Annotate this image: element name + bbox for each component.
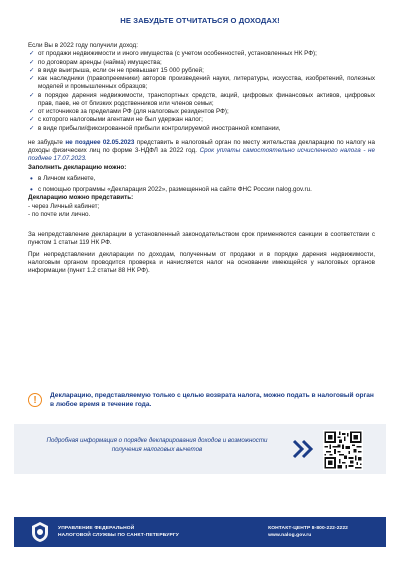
organization-name: УПРАВЛЕНИЕ ФЕДЕРАЛЬНОЙ НАЛОГОВОЙ СЛУЖБЫ ПО САНКТ-ПЕТЕРБУРГУ xyxy=(58,526,179,538)
fill-heading: Заполнить декларацию можно: xyxy=(28,163,127,171)
bullet-icon: • xyxy=(30,185,33,194)
contact-phone[interactable]: КОНТАКТ-ЦЕНТР 8-800-222-2222 xyxy=(268,526,348,531)
submit-list xyxy=(28,203,375,220)
fill-item: • с помощью программы «Декларация 2022», размещенной на сайте ФНС России nalog.gov.ru. xyxy=(30,185,312,194)
checkmark-icon: ✓ xyxy=(29,91,35,99)
website-link[interactable]: www.nalog.gov.ru xyxy=(268,533,312,538)
income-item: ✓ в виде прибыли/фиксированной прибыли контролируемой иностранной компании, xyxy=(29,124,281,132)
double-chevron-right-icon xyxy=(291,438,315,460)
fill-list xyxy=(28,175,375,195)
income-item: ✓ от источников за пределами РФ (для налоговых резидентов РФ); xyxy=(29,108,229,115)
warning-icon: ! xyxy=(28,393,42,407)
footer-bar xyxy=(14,517,386,547)
page-title: НЕ ЗАБУДЬТЕ ОТЧИТАТЬСЯ О ДОХОДАХ! xyxy=(120,16,280,25)
submit-item: - через Личный кабинет; xyxy=(28,202,100,210)
income-item: ✓ как наследники (правопреемники) авторов произведений науки, литературы, искусства, изобретений, полезных моделей и промышленных образцов; xyxy=(29,75,375,91)
checkmark-icon: ✓ xyxy=(29,66,35,74)
refund-note xyxy=(28,391,378,417)
income-item: ✓ в виде выигрыша, если он не превышает 15 000 рублей; xyxy=(29,66,204,74)
info-text: Подробная информация о порядке декларирования доходов и возможности получения налоговых вычетов xyxy=(46,437,268,453)
fill-item: • в Личном кабинете, xyxy=(30,173,96,183)
sanctions-paragraph: За непредставление декларации в установленный законодательством срок применяются санкции в соответствии с пунктом 1 статьи 119 НК РФ. xyxy=(28,231,375,247)
income-item: ✓ по договорам аренды (найма) имущества; xyxy=(29,58,162,66)
qr-code[interactable] xyxy=(323,430,363,470)
checkmark-icon: ✓ xyxy=(29,116,35,124)
fns-emblem-icon xyxy=(28,520,52,544)
deadline-date: не позднее 02.05.2023 xyxy=(65,138,135,146)
checkmark-icon: ✓ xyxy=(29,124,35,132)
deadline-paragraph: не забудьте не позднее 02.05.2023 представить в налоговый орган по месту жительства декларацию по налогу на доходы физических лиц по форме 3-НДФЛ за 2022 год. Срок уплаты самостоятельно исчисленного налога - не позднее 17.07.2023. xyxy=(28,138,376,163)
income-item: ✓ с которого налоговыми агентами не был удержан налог; xyxy=(29,116,203,124)
info-box xyxy=(14,424,386,474)
contact-info xyxy=(268,525,348,539)
refund-note-text: Декларацию, представляемую только с целью возврата налога, можно подать в налоговый орган в любое время в течение года. xyxy=(50,392,374,408)
inspection-paragraph: При непредставлении декларации по доходам, полученным от продажи и в порядке дарения недвижимости, налоговым органом проводится проверка и начисляется налог на основании имеющейся у налоговых органов информации (пункт 1.2 статьи 88 НК РФ). xyxy=(28,250,375,274)
checkmark-icon: ✓ xyxy=(29,50,35,58)
main-content xyxy=(28,42,375,275)
submit-item: - по почте или лично. xyxy=(28,210,91,218)
checkmark-icon: ✓ xyxy=(29,58,35,66)
payment-deadline: Срок уплаты самостоятельно исчисленного налога - не позднее 17.07.2023. xyxy=(28,147,376,163)
intro-text: Если Вы в 2022 году получили доход: xyxy=(28,42,138,49)
checkmark-icon: ✓ xyxy=(29,75,35,82)
checkmark-icon: ✓ xyxy=(29,108,35,115)
income-list xyxy=(28,50,375,133)
income-item: ✓ от продажи недвижимости и иного имущества (с учетом особенностей, установленных НК РФ); xyxy=(29,50,317,58)
submit-heading: Декларацию можно представить: xyxy=(28,194,134,202)
income-item: ✓ в порядке дарения недвижимости, транспортных средств, акций, цифровых финансовых активов, цифровых прав, паев, не от близких родственников или членов семьи; xyxy=(29,91,375,107)
bullet-icon: • xyxy=(30,173,33,183)
